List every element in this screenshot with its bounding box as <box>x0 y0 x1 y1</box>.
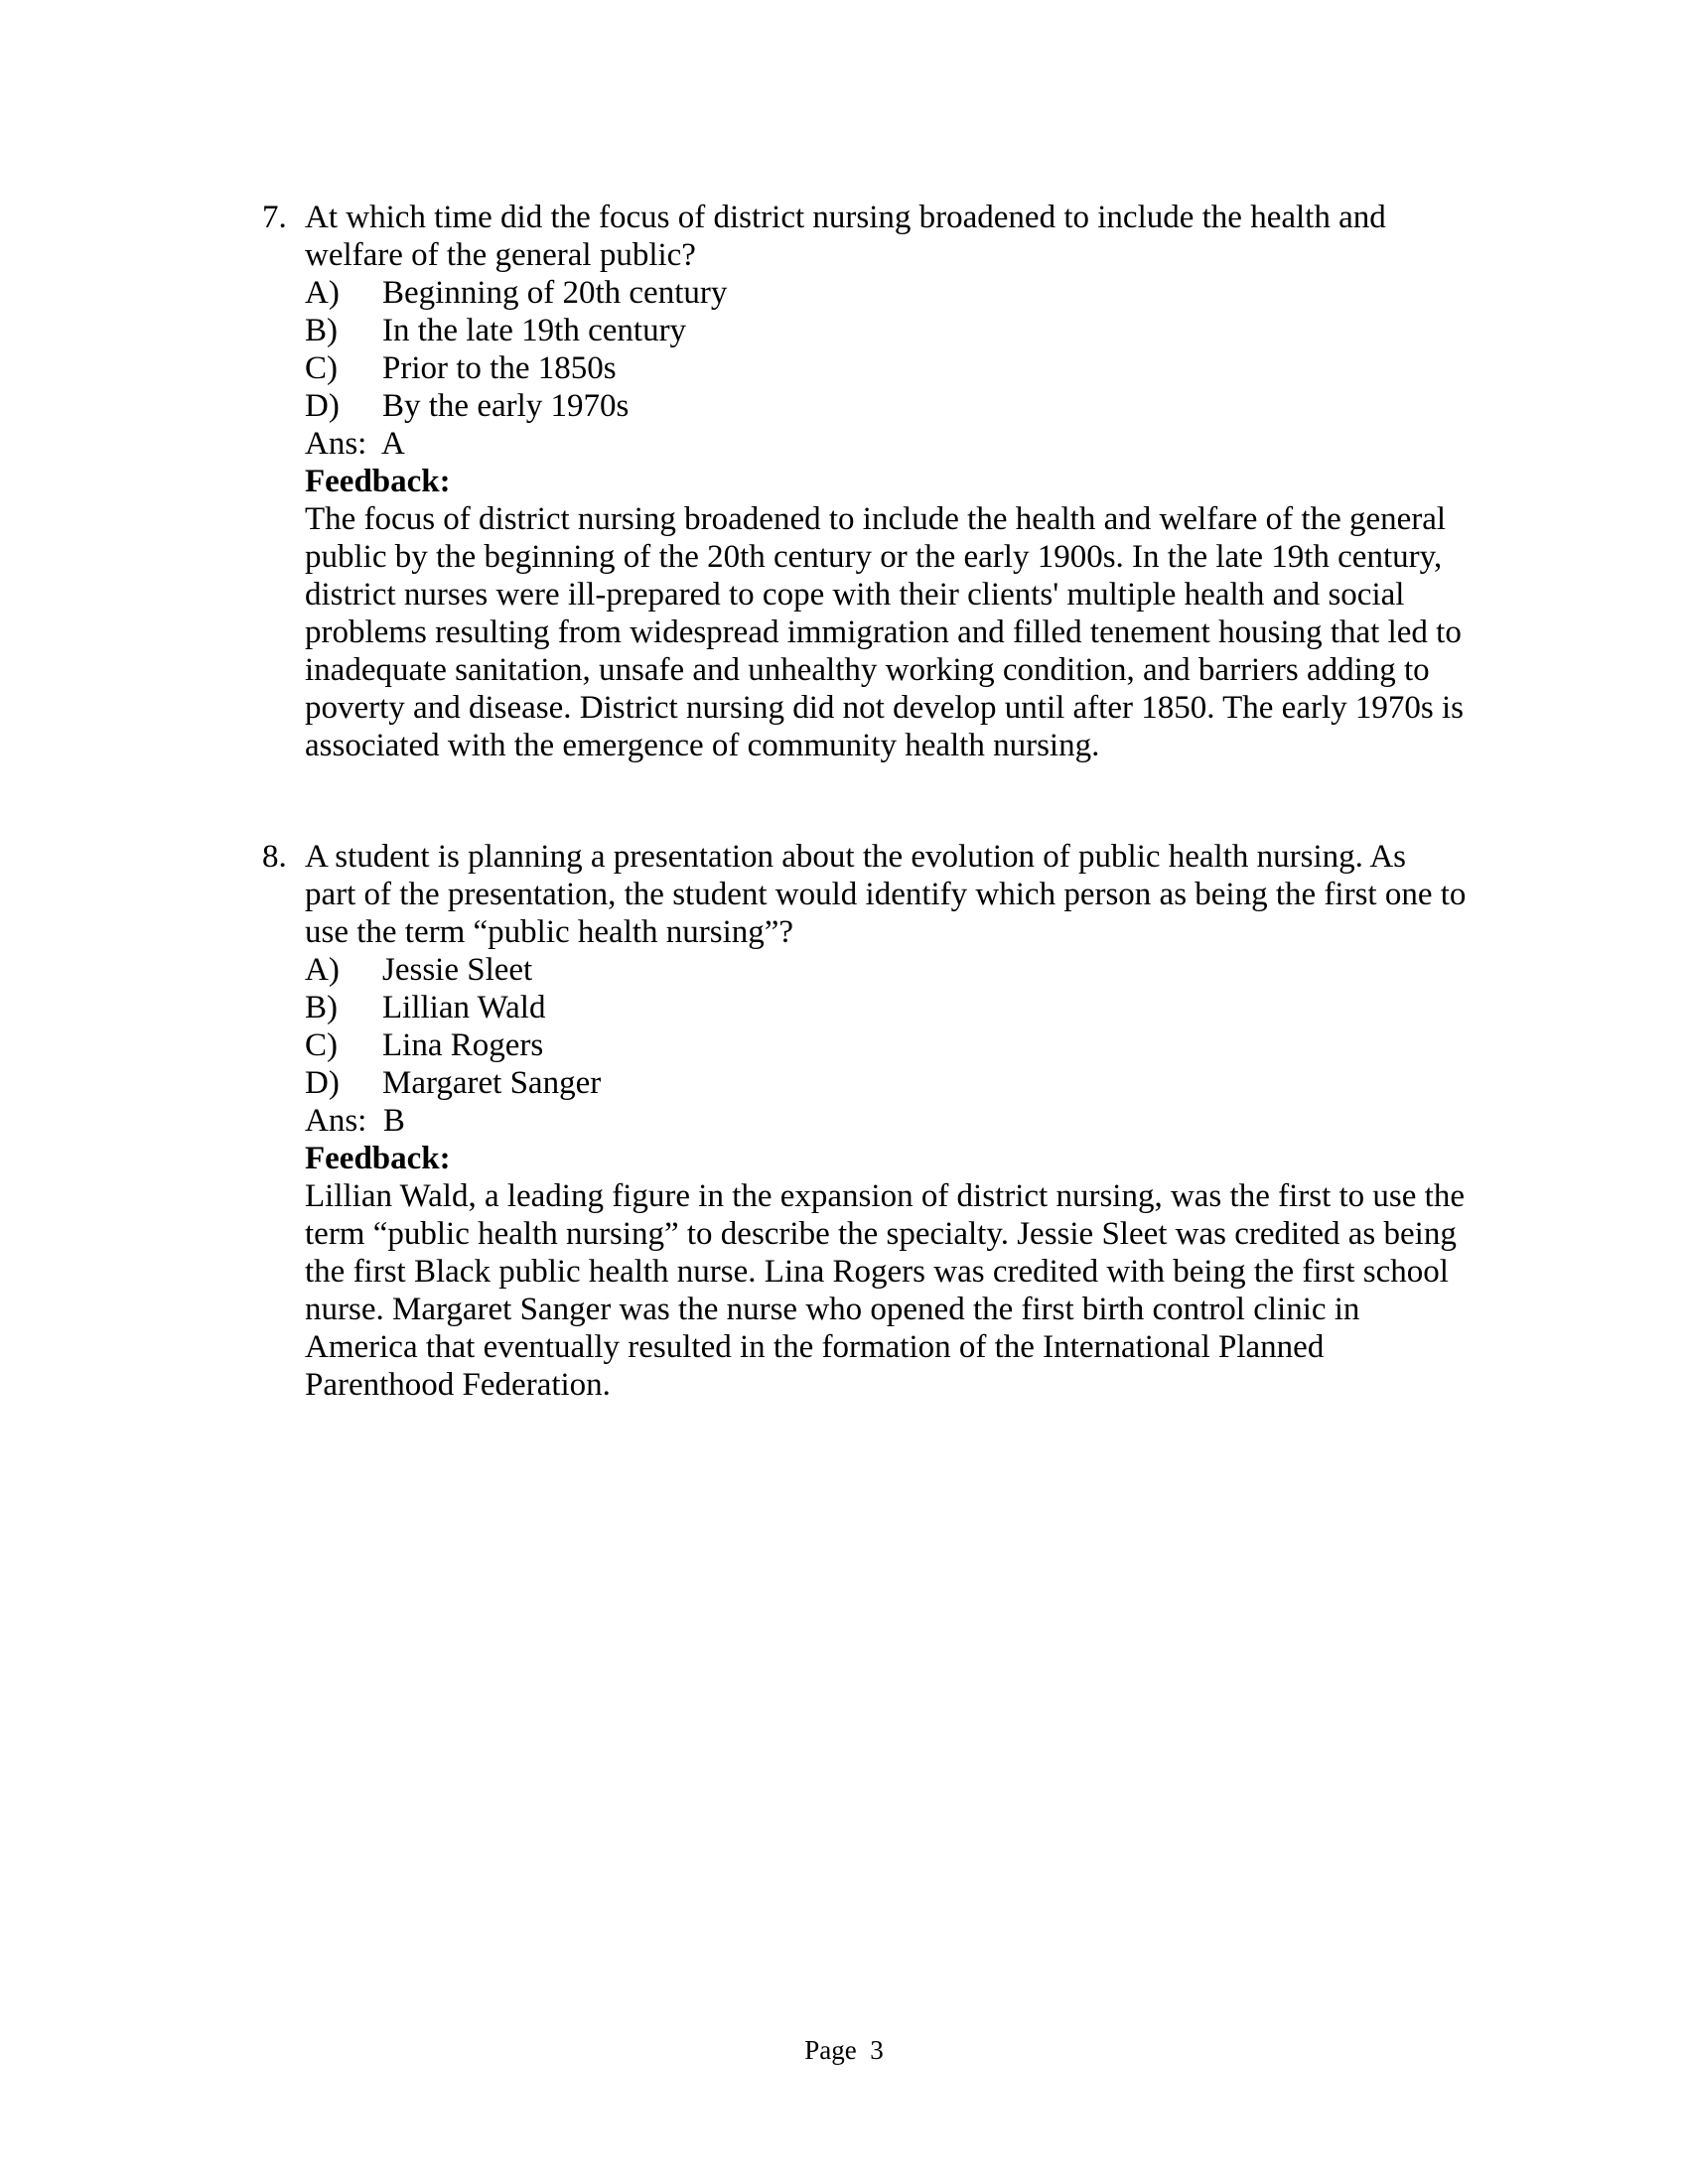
answer: Ans: A <box>305 426 405 462</box>
feedback-line: inadequate sanitation, unsafe and unhealthy working condition, and barriers adding to <box>305 652 1430 688</box>
feedback-line: public by the beginning of the 20th century or the early 1900s. In the late 19th century, <box>305 539 1443 575</box>
option-d <box>305 387 1513 425</box>
question-7 <box>262 199 1513 764</box>
feedback-line: the first Black public health nurse. Lina Rogers was credited with being the first school <box>305 1254 1449 1290</box>
option-a <box>305 951 1513 989</box>
option-text: Beginning of 20th century <box>382 275 728 311</box>
question-stem: welfare of the general public? <box>305 237 696 273</box>
question-stem: A student is planning a presentation about the evolution of public health nursing. As <box>305 839 1406 875</box>
option-letter: A) <box>305 952 340 988</box>
option-b <box>305 312 1513 349</box>
option-c <box>305 1026 1513 1064</box>
feedback-label: Feedback: <box>305 464 451 499</box>
option-text: Prior to the 1850s <box>382 350 617 386</box>
option-letter: A) <box>305 275 340 311</box>
option-letter: C) <box>305 1027 338 1063</box>
feedback-line: America that eventually resulted in the formation of the International Planned <box>305 1329 1325 1365</box>
option-d <box>305 1064 1513 1102</box>
question-stem: use the term “public health nursing”? <box>305 914 794 950</box>
page-number: Page 3 <box>804 2035 884 2065</box>
feedback-line: nurse. Margaret Sanger was the nurse who opened the first birth control clinic in <box>305 1292 1360 1327</box>
feedback-line: term “public health nursing” to describe the specialty. Jessie Sleet was credited as being <box>305 1216 1457 1252</box>
feedback-line: The focus of district nursing broadened to include the health and welfare of the general <box>305 501 1447 537</box>
option-letter: D) <box>305 388 340 424</box>
option-letter: D) <box>305 1065 340 1101</box>
option-text: In the late 19th century <box>382 313 687 348</box>
option-text: Lillian Wald <box>382 990 546 1025</box>
option-letter: C) <box>305 350 338 386</box>
question-8 <box>262 838 1513 1404</box>
question-number: 8. <box>262 839 287 875</box>
option-text: Margaret Sanger <box>382 1065 602 1101</box>
option-letter: B) <box>305 990 338 1025</box>
option-b <box>305 989 1513 1026</box>
option-c <box>305 349 1513 387</box>
feedback-label: Feedback: <box>305 1141 451 1176</box>
option-letter: B) <box>305 313 338 348</box>
option-a <box>305 274 1513 312</box>
question-stem: part of the presentation, the student would identify which person as being the first one to <box>305 877 1467 912</box>
feedback-line: poverty and disease. District nursing did not develop until after 1850. The early 1970s is <box>305 690 1464 726</box>
option-text: Lina Rogers <box>382 1027 544 1063</box>
feedback-line: Parenthood Federation. <box>305 1367 611 1403</box>
question-number: 7. <box>262 200 287 235</box>
feedback-line: problems resulting from widespread immigration and filled tenement housing that led to <box>305 614 1462 650</box>
feedback-line: associated with the emergence of community health nursing. <box>305 728 1100 763</box>
feedback-line: district nurses were ill-prepared to cope with their clients' multiple health and social <box>305 577 1405 613</box>
option-text: By the early 1970s <box>382 388 630 424</box>
question-stem: At which time did the focus of district nursing broadened to include the health and <box>305 200 1386 235</box>
answer: Ans: B <box>305 1103 405 1139</box>
option-text: Jessie Sleet <box>382 952 533 988</box>
feedback-line: Lillian Wald, a leading figure in the expansion of district nursing, was the first to use the <box>305 1178 1465 1214</box>
